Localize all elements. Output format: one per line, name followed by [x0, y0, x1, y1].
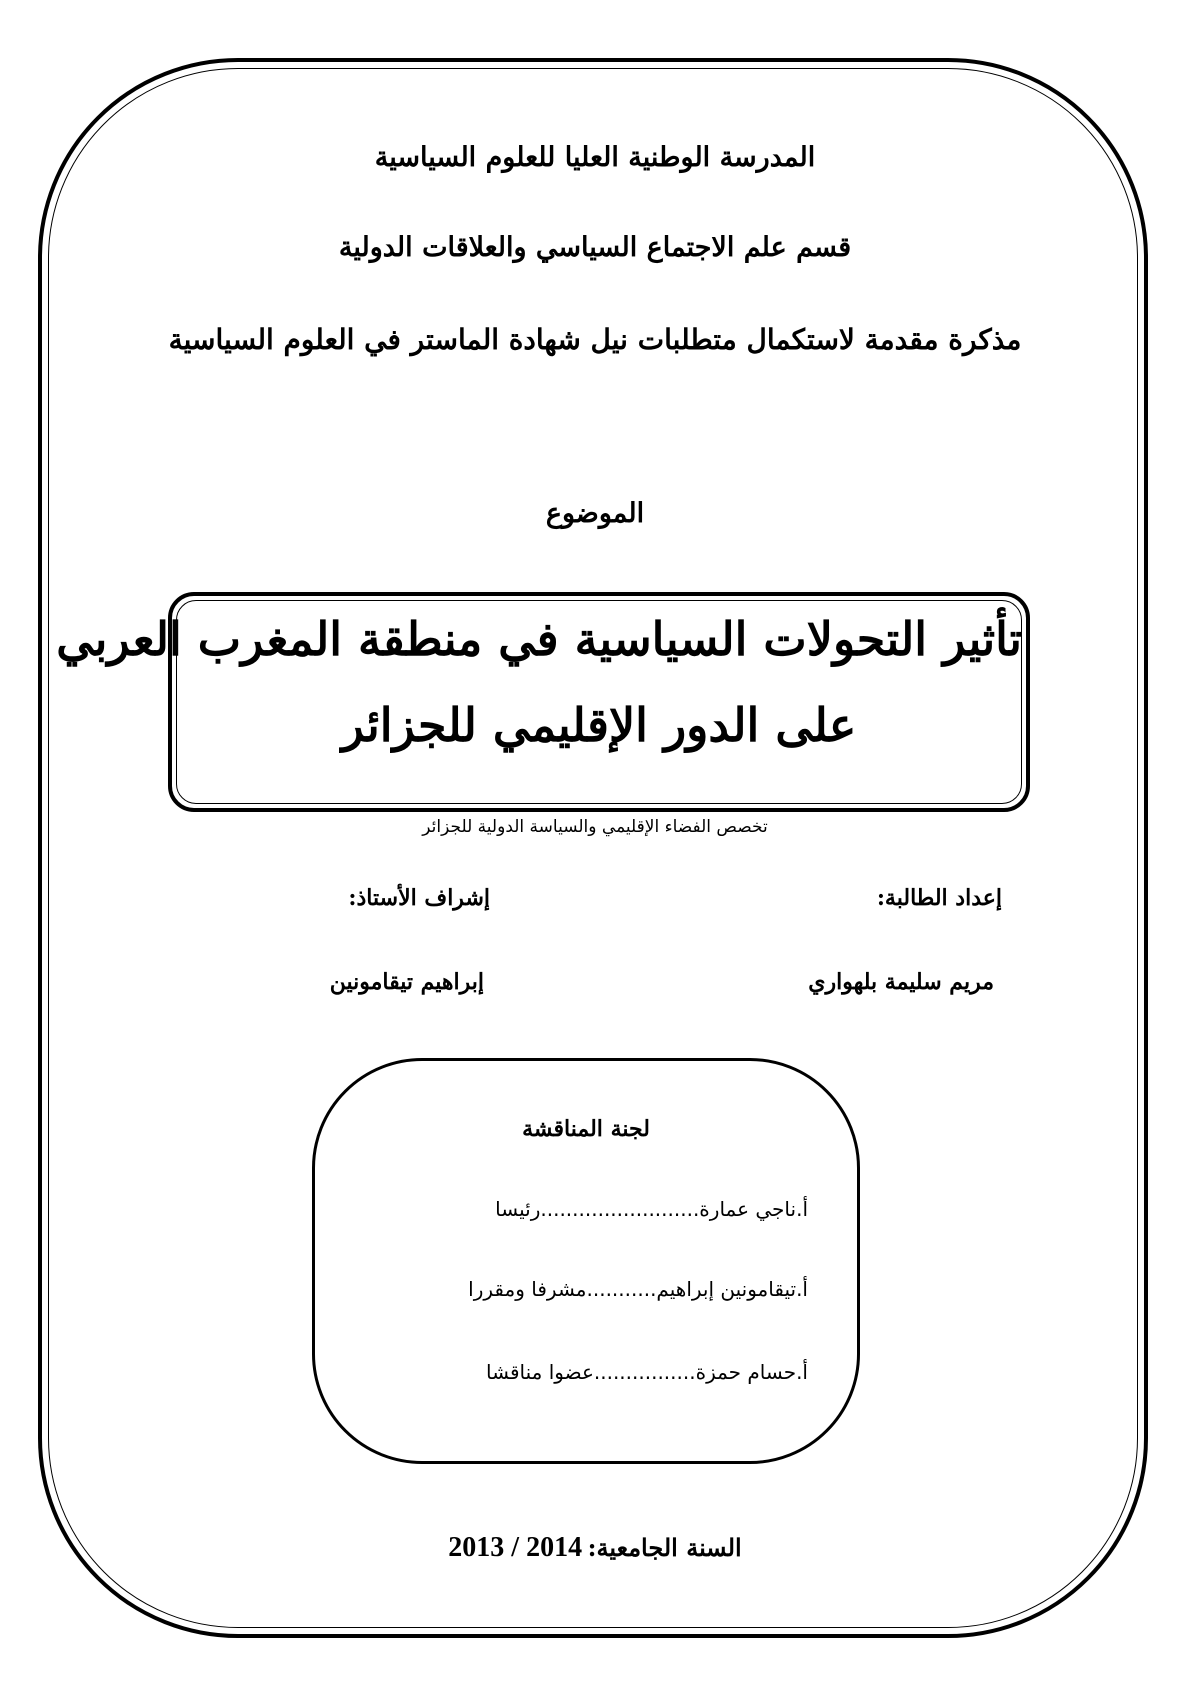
committee-member: أ.تيقامونين إبراهيم...........مشرفا ومقررا — [468, 1277, 808, 1301]
supervisor-label: إشراف الأستاذ: — [348, 885, 490, 911]
student-label: إعداد الطالبة: — [876, 885, 1002, 911]
thesis-title-line2: على الدور الإقليمي للجزائر — [341, 698, 857, 752]
school-name: المدرسة الوطنية العليا للعلوم السياسية — [374, 142, 816, 173]
student-name: مريم سليمة بلهواري — [808, 969, 994, 995]
thesis-note: مذكرة مقدمة لاستكمال متطلبات نيل شهادة الماستر في العلوم السياسية — [168, 323, 1022, 356]
academic-year — [0, 1532, 1190, 1564]
academic-year-label: السنة الجامعية: — [587, 1533, 742, 1562]
specialization: تخصص الفضاء الإقليمي والسياسة الدولية للجزائر — [422, 817, 768, 837]
committee-member: أ.حسام حمزة................عضوا مناقشا — [486, 1360, 808, 1384]
thesis-title-line1: تأثير التحولات السياسية في منطقة المغرب العربي — [56, 612, 1022, 666]
supervisor-name: إبراهيم تيقامونين — [329, 969, 484, 995]
committee-member: أ.ناجي عمارة.........................رئيسا — [495, 1197, 808, 1221]
committee-title: لجنة المناقشة — [522, 1116, 650, 1142]
academic-year-value: 2013 / 2014 — [448, 1532, 583, 1563]
subject-label: الموضوع — [545, 498, 645, 529]
department-name: قسم علم الاجتماع السياسي والعلاقات الدولية — [338, 232, 852, 263]
